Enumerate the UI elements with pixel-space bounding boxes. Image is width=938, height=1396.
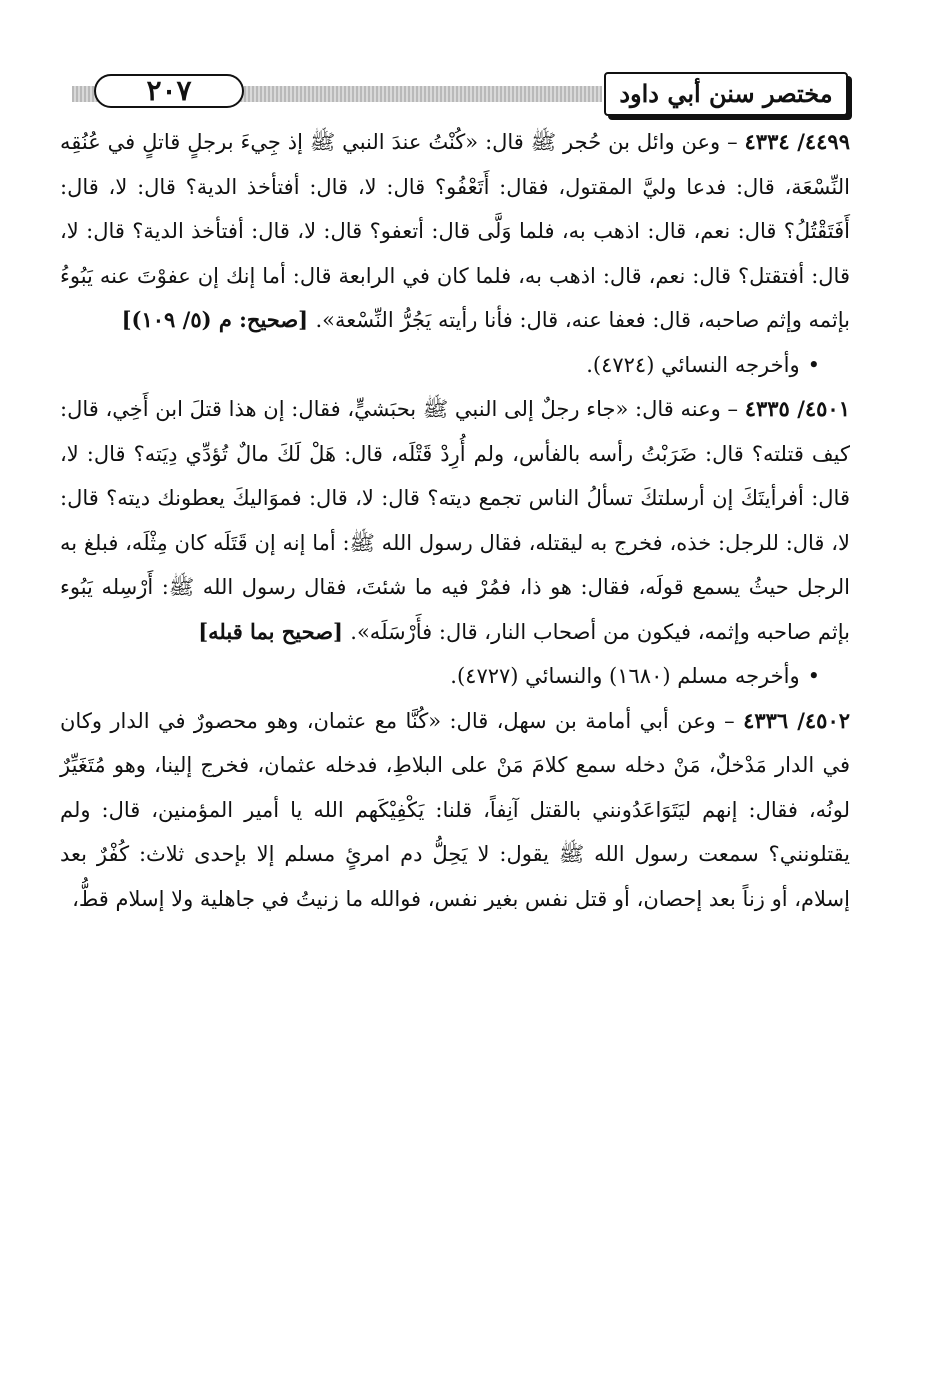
hadith-entry bbox=[60, 699, 850, 922]
hadith-number: ٤٤٩٩/ ٤٣٣٤ bbox=[744, 129, 850, 154]
hadith-text: – وعن أبي أمامة بن سهل، قال: «كُنَّا مع عثمان، وهو محصورٌ في الدار وكان في الدار مَدْخلٌ، مَنْ دخله سمع كلامَ مَنْ على البلاطِ، فدخله عثمان، فخرج إلينا، وهو مُتَغَيِّرٌ لونُه، فقال: إنهم ليَتَوَاعَدُونني بالقتل آنِفاً، قلنا: يَكْفِيْكَهم الله يا أمير المؤمنين، قال: ولم يقتلونني؟ سمعت رسول الله ﷺ يقول: لا يَحِلُّ دم امرئٍ مسلم إلا بإحدى ثلاث: كُفْرٌ بعد إسلام، أو زناً بعد إحصان، أو قتل نفس بغير نفس، فوالله ما زنيتُ في جاهلية ولا إسلام قطُّ، bbox=[60, 708, 850, 911]
hadith-text: – وعنه قال: «جاء رجلٌ إلى النبي ﷺ بحبَشيٍّ، فقال: إن هذا قتلَ ابن أَخِي، قال: كيف قتلته؟ قال: ضَرَبْتُ رأسه بالفأس، ولم أُرِدْ قَتْلَه، قال: هَلْ لَكَ مالٌ تُؤدِّي دِيَته؟ قال: لا، قال: أفرأيتَكَ إن أرسلتكَ تسألُ الناس تجمع ديته؟ قال: لا، قال: فموَاليكَ يعطونك ديته؟ قال: لا، قال: للرجل: خذه، فخرج به ليقتله، فقال رسول الله ﷺ: أما إنه إن قَتَلَه كان مِثْلَه، فبلغ به الرجل حيثُ يسمع قولَه، فقال: هو ذا، فمُرْ فيه ما شئتَ، فقال رسول الله ﷺ: أَرْسِله يَبُوء بإثم صاحبه وإثمه، فيكون من أصحاب النار، قال: فأَرْسَلَه». bbox=[60, 397, 850, 644]
hadith-entry bbox=[60, 120, 850, 343]
page-number: ٢٠٧ bbox=[94, 74, 244, 108]
takhrij-note-text: وأخرجه النسائي (٤٧٢٤). bbox=[586, 352, 800, 377]
hadith-text: – وعن وائل بن حُجر ﷺ قال: «كُنْتُ عندَ النبي ﷺ إذ جِيءَ برجلٍ قاتلٍ في عُنُقِه النِّسْعَة، قال: فدعا وليَّ المقتول، فقال: أَتَعْفُو؟ قال: لا، قال: أفتأخذ الدية؟ قال: لا، قال: أَفَتَقْتُلُ؟ قال: نعم، قال: اذهب به، فلما وَلَّى قال: أتعفو؟ قال: لا، قال: أفتأخذ الدية؟ قال: لا، قال: أفتقتل؟ قال: نعم، قال: اذهب به، فلما كان في الرابعة قال: أما إنك إن عفوْتَ عنه يَبُوءُ بإثمه وإثم صاحبه، قال: فعفا عنه، قال: فأنا رأيته يَجُرُّ النِّسْعة». bbox=[60, 130, 850, 332]
hadith-number: ٤٥٠٢/ ٤٣٣٦ bbox=[743, 707, 851, 733]
hadith-number: ٤٥٠١/ ٤٣٣٥ bbox=[744, 396, 850, 421]
hadith-grading: [صحيح بما قبله] bbox=[198, 618, 351, 644]
page-header bbox=[72, 72, 848, 118]
book-title: مختصر سنن أبي داود bbox=[604, 72, 848, 116]
hadith-grading: [صحيح: م (٥/ ١٠٩)] bbox=[121, 307, 316, 332]
hadith-entry bbox=[60, 387, 850, 654]
takhrij-note bbox=[60, 343, 850, 388]
takhrij-note-text: وأخرجه مسلم (١٦٨٠) والنسائي (٤٧٢٧). bbox=[450, 664, 800, 688]
takhrij-note bbox=[60, 654, 850, 699]
page-body bbox=[60, 120, 850, 921]
